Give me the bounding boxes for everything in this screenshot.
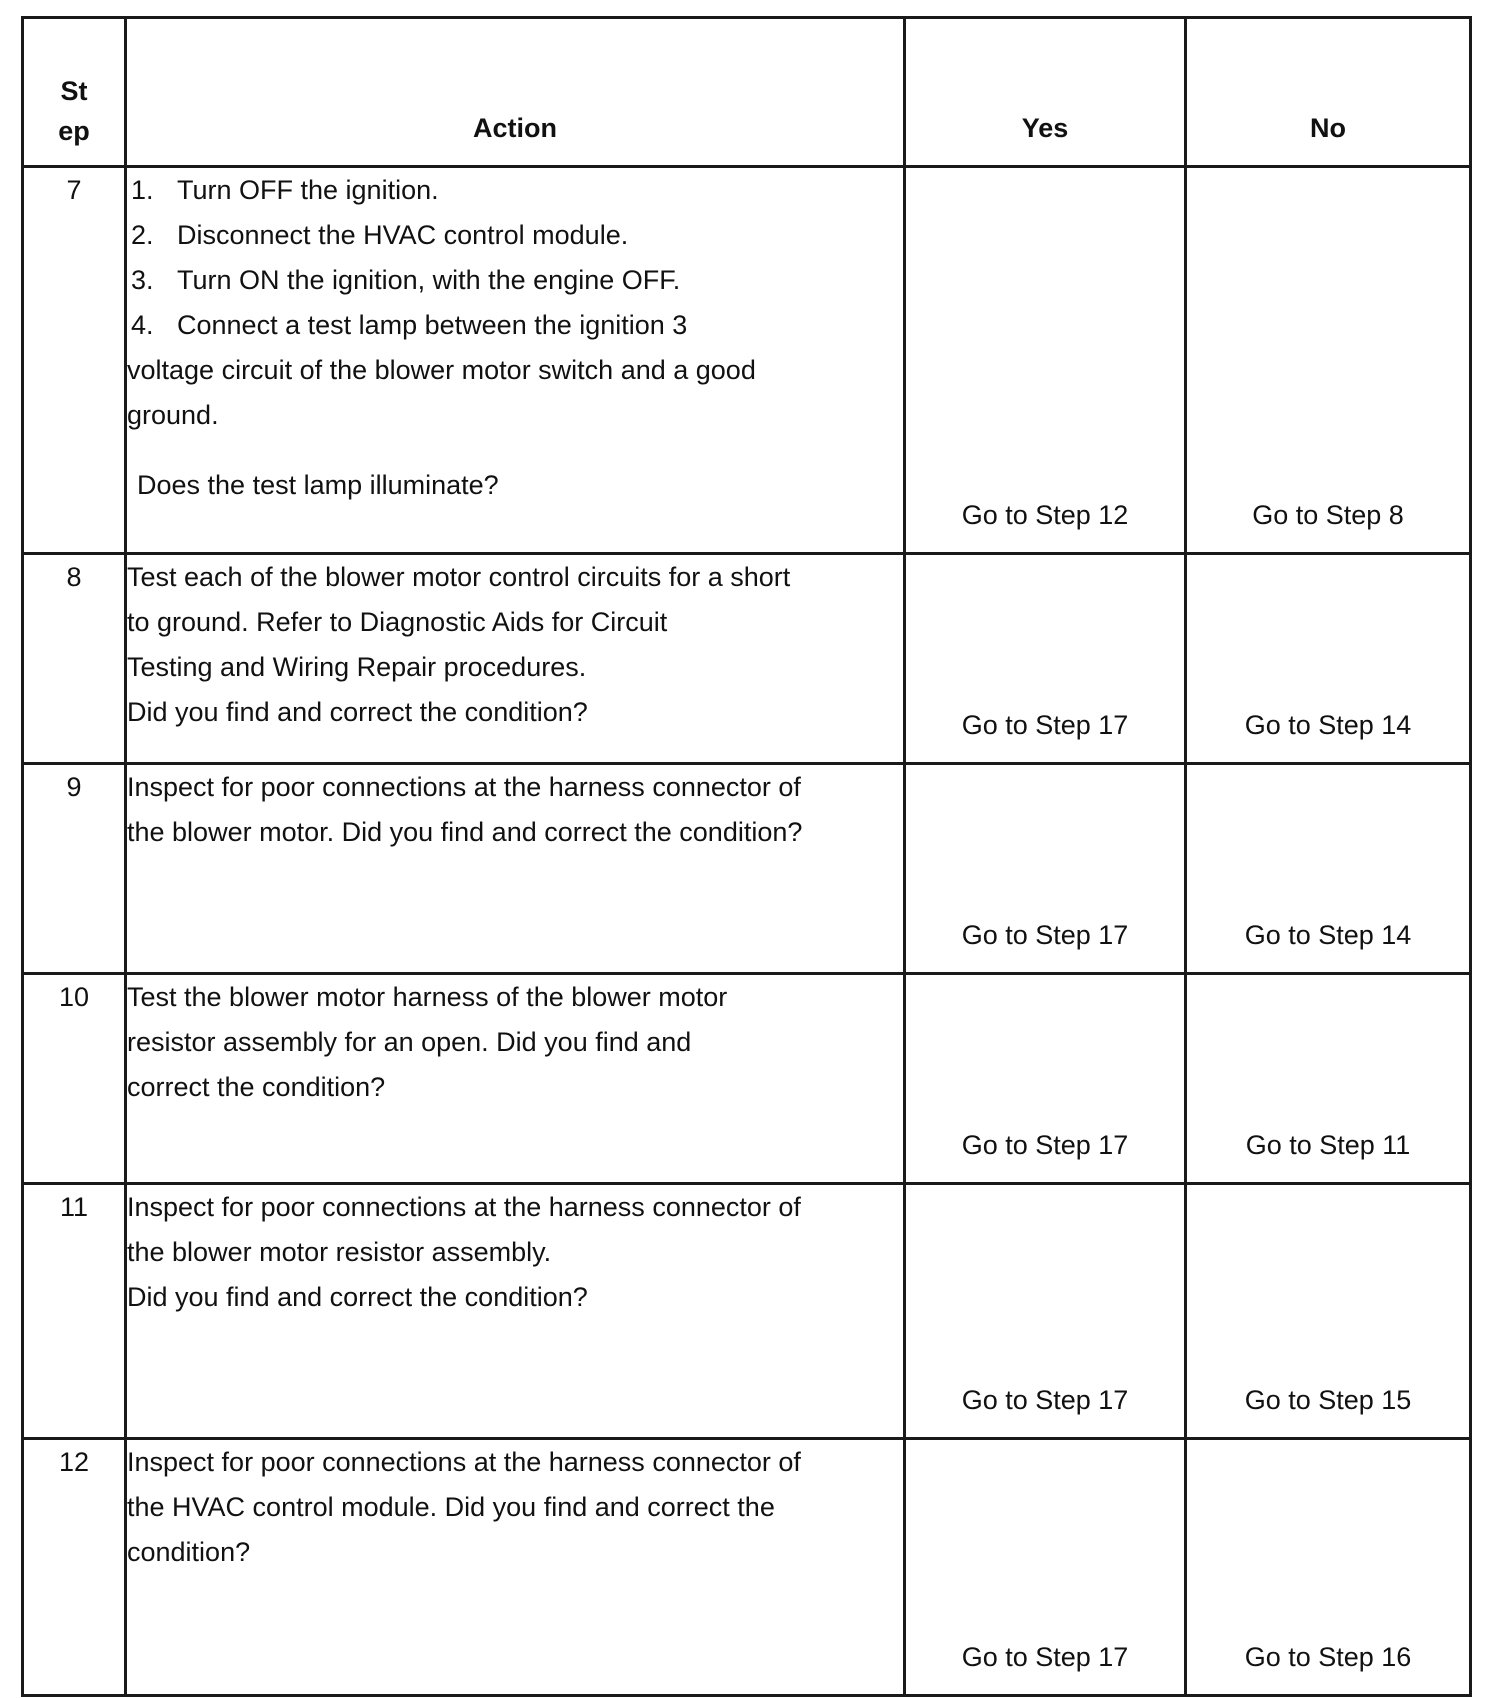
action-text-line: to ground. Refer to Diagnostic Aids for Circuit <box>127 607 668 637</box>
action-text-line: resistor assembly for an open. Did you find and <box>127 1027 692 1057</box>
action-text-line: Testing and Wiring Repair procedures. <box>127 652 587 682</box>
action-text-line: Test each of the blower motor control circuits for a short <box>127 562 791 592</box>
action-text-line: correct the condition? <box>127 1072 386 1102</box>
action-cell <box>126 764 905 974</box>
no-go-to-step: Go to Step 16 <box>1244 1642 1412 1672</box>
action-text-line: Inspect for poor connections at the harness connector of <box>127 1447 801 1477</box>
step-column-header <box>23 18 126 167</box>
yes-cell <box>905 1184 1186 1439</box>
table-header-row <box>23 18 1471 167</box>
numbered-step: 1. Turn OFF the ignition. <box>131 175 439 205</box>
step-number: 10 <box>23 974 126 1184</box>
action-text-line: Inspect for poor connections at the harness connector of <box>127 772 801 802</box>
numbered-step: 2. Disconnect the HVAC control module. <box>131 220 629 250</box>
numbered-step: 4. Connect a test lamp between the ignition 3 <box>131 310 688 340</box>
action-question: Does the test lamp illuminate? <box>137 470 499 500</box>
no-cell <box>1186 1439 1471 1696</box>
action-text-line: Test the blower motor harness of the blower motor <box>127 982 728 1012</box>
step-header-line-1: St <box>60 76 88 106</box>
action-text-line: condition? <box>127 1537 251 1567</box>
action-cell <box>126 1439 905 1696</box>
step-number: 7 <box>23 167 126 554</box>
no-cell <box>1186 1184 1471 1439</box>
step-number: 11 <box>23 1184 126 1439</box>
numbered-step: 3. Turn ON the ignition, with the engine OFF. <box>131 265 681 295</box>
yes-go-to-step: Go to Step 17 <box>961 1642 1129 1672</box>
table-row <box>23 554 1471 764</box>
step-number: 8 <box>23 554 126 764</box>
no-go-to-step: Go to Step 14 <box>1244 920 1412 950</box>
action-text-line: the HVAC control module. Did you find and correct the <box>127 1492 775 1522</box>
table-row <box>23 764 1471 974</box>
step-header-line-2: ep <box>58 116 90 146</box>
action-cell <box>126 974 905 1184</box>
yes-go-to-step: Go to Step 17 <box>961 920 1129 950</box>
action-text-line: voltage circuit of the blower motor switch and a good <box>127 355 756 385</box>
numbered-steps <box>127 168 903 348</box>
yes-column-header: Yes <box>905 18 1186 167</box>
step-number: 9 <box>23 764 126 974</box>
action-text-line: Did you find and correct the condition? <box>127 1282 588 1312</box>
step-number: 12 <box>23 1439 126 1696</box>
yes-cell <box>905 554 1186 764</box>
table-row <box>23 167 1471 554</box>
action-column-header: Action <box>126 18 905 167</box>
yes-cell <box>905 167 1186 554</box>
yes-go-to-step: Go to Step 17 <box>961 1385 1129 1415</box>
action-cell <box>126 167 905 554</box>
yes-go-to-step: Go to Step 17 <box>961 710 1129 740</box>
table-row <box>23 1184 1471 1439</box>
diagnostic-table <box>21 16 1472 1697</box>
action-text-line: Inspect for poor connections at the harness connector of <box>127 1192 801 1222</box>
action-cell <box>126 1184 905 1439</box>
yes-cell <box>905 974 1186 1184</box>
no-column-header: No <box>1186 18 1471 167</box>
no-cell <box>1186 764 1471 974</box>
yes-cell <box>905 764 1186 974</box>
yes-cell <box>905 1439 1186 1696</box>
yes-go-to-step: Go to Step 12 <box>961 500 1129 530</box>
no-cell <box>1186 554 1471 764</box>
action-text-line: Did you find and correct the condition? <box>127 697 588 727</box>
table-row <box>23 974 1471 1184</box>
no-go-to-step: Go to Step 14 <box>1244 710 1412 740</box>
action-text-line: the blower motor resistor assembly. <box>127 1237 552 1267</box>
action-cell <box>126 554 905 764</box>
action-text-line: ground. <box>127 400 219 430</box>
table-row <box>23 1439 1471 1696</box>
no-go-to-step: Go to Step 15 <box>1244 1385 1412 1415</box>
no-cell <box>1186 167 1471 554</box>
no-go-to-step: Go to Step 11 <box>1245 1130 1411 1160</box>
action-text-line: the blower motor. Did you find and correct the condition? <box>127 817 803 847</box>
yes-go-to-step: Go to Step 17 <box>961 1130 1129 1160</box>
no-cell <box>1186 974 1471 1184</box>
no-go-to-step: Go to Step 8 <box>1252 500 1404 530</box>
